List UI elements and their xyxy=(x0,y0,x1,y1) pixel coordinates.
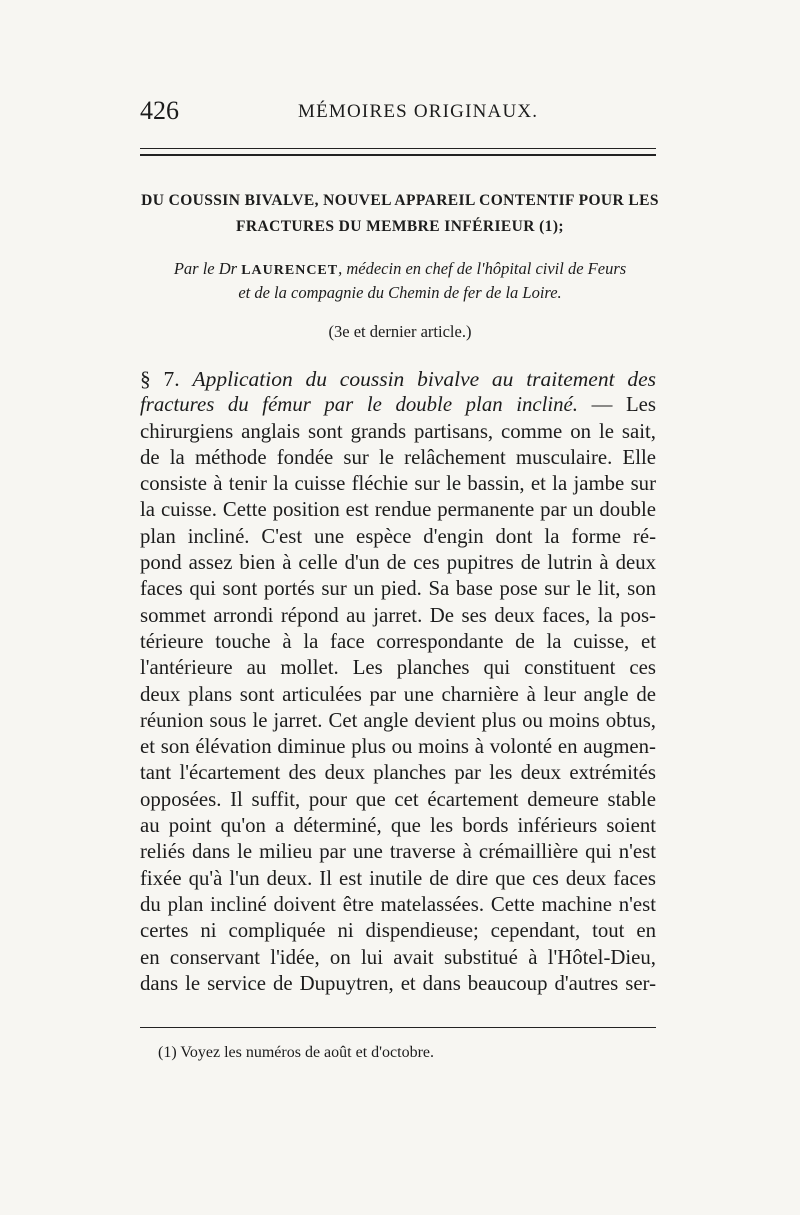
text-line: sommet arrondi répond au jarret. De ses deux faces, la pos- xyxy=(140,603,656,627)
byline xyxy=(140,258,660,304)
footnote-rule xyxy=(140,1027,656,1028)
text-line: faces qui sont portés sur un pied. Sa base pose sur le lit, son xyxy=(140,577,656,601)
text-line: reliés dans le milieu par une traverse à crémaillière qui n'est xyxy=(140,840,656,864)
text-line: dans le service de Dupuytren, et dans beaucoup d'autres ser- xyxy=(140,971,656,995)
article-note: (3e et dernier article.) xyxy=(328,322,472,341)
section-number: § 7. xyxy=(140,367,180,391)
text-line: plan incliné. C'est une espèce d'engin dont la forme ré- xyxy=(140,524,656,548)
text-line: la cuisse. Cette position est rendue permanente par un double xyxy=(140,498,656,522)
text-line: opposées. Il suffit, pour que cet écartement demeure stable xyxy=(140,787,656,811)
text-line: certes ni compliquée ni dispendieuse; cependant, tout en xyxy=(140,919,656,943)
text-line: et son élévation diminue plus ou moins à volonté en augmen- xyxy=(140,735,656,759)
author-role: , médecin en chef de l'hôpital civil de Feurs xyxy=(338,259,627,278)
text-line: de la méthode fondée sur le relâchement musculaire. Elle xyxy=(140,445,656,469)
running-title: MÉMOIRES ORIGINAUX. xyxy=(298,101,539,122)
text-line: deux plans sont articulées par une charnière à leur angle de xyxy=(140,682,656,706)
text-line: consiste à tenir la cuisse fléchie sur le bassin, et la jambe sur xyxy=(140,472,656,496)
body-text xyxy=(140,366,656,997)
text-line: chirurgiens anglais sont grands partisans, comme on le sait, xyxy=(140,419,656,443)
footnote: (1) Voyez les numéros de août et d'octobre. xyxy=(158,1044,434,1061)
title-line-1: DU COUSSIN BIVALVE, NOUVEL APPAREIL CONTENTIF POUR LES xyxy=(141,192,659,209)
text-line: fixée qu'à l'un deux. Il est inutile de dire que ces deux faces xyxy=(140,866,656,890)
text-line: réunion sous le jarret. Cet angle devient plus ou moins obtus, xyxy=(140,708,656,732)
text-line: du plan incliné doivent être matelassées. Cette machine n'est xyxy=(140,892,656,916)
text-line: tant l'écartement des deux planches par les deux extrémités xyxy=(140,761,656,785)
rule-line xyxy=(140,148,656,149)
text-line: l'antérieure au mollet. Les planches qui constituent ces xyxy=(140,656,656,680)
byline-line-2: et de la compagnie du Chemin de fer de la Loire. xyxy=(238,283,562,302)
text-line: au point qu'on a déterminé, que les bords inférieurs soient xyxy=(140,814,656,838)
title-line-2: FRACTURES DU MEMBRE INFÉRIEUR (1); xyxy=(236,218,564,235)
header-double-rule xyxy=(140,148,656,158)
section-heading-part-2: fractures du fémur par le double plan incliné. xyxy=(140,393,578,417)
byline-line-1 xyxy=(140,258,660,282)
rule-line xyxy=(140,154,656,156)
article-title xyxy=(140,188,660,240)
section-heading-line xyxy=(140,366,656,392)
text-line: en conservant l'idée, on lui avait substitué à l'Hôtel-Dieu, xyxy=(140,945,656,969)
text-line: térieure touche à la face correspondante de la cuisse, et xyxy=(140,629,656,653)
author-name: LAURENCET xyxy=(241,263,339,278)
section-heading-line xyxy=(140,392,656,418)
text-line: pond assez bien à celle d'un de ces pupitres de lutrin à deux xyxy=(140,551,656,575)
section-heading-part-1: Application du coussin bivalve au traitement des xyxy=(192,367,657,391)
section-line-continuation: — Les xyxy=(591,393,657,417)
byline-prefix: Par le Dr xyxy=(173,259,238,278)
page-number: 426 xyxy=(140,96,179,125)
page-header xyxy=(140,96,660,130)
